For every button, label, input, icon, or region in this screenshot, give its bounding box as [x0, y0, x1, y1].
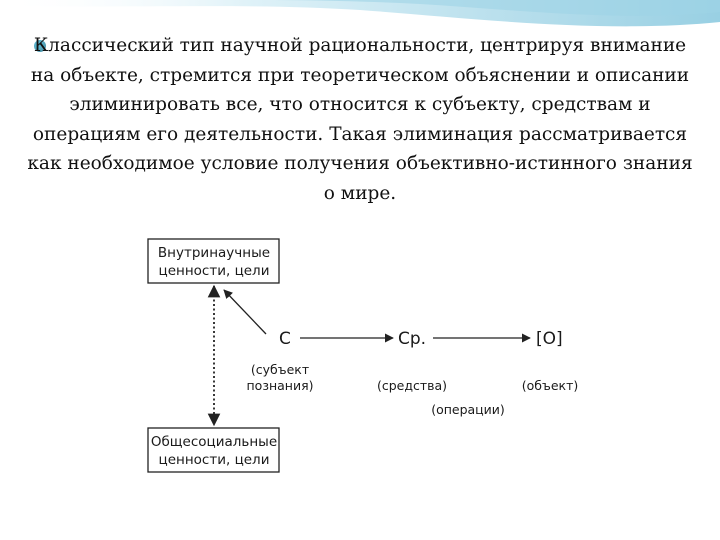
slide-text: Классический тип научной рациональности, центрируя внимание на объекте, стремится при теоретическом объяснении и описании элиминировать все, что относится к субъекту, средствам и операциям его деятельности. Такая элиминация рассматривается как необходимое условие получения объективно-истинного знания о мире. [27, 35, 693, 204]
label-subject-line2: познания) [246, 378, 314, 393]
box-bottom-line1: Общесоциальные [150, 434, 278, 450]
diagonal-arrow [224, 290, 266, 334]
node-subject: С [279, 329, 291, 349]
label-means: (средства) [376, 378, 448, 393]
label-operations: (операции) [431, 402, 505, 417]
rationality-diagram [128, 226, 588, 491]
node-object: [О] [536, 329, 563, 349]
box-top-line1: Внутринаучные [157, 245, 271, 261]
box-bottom-line2: ценности, цели [158, 452, 270, 468]
label-object: (объект) [521, 378, 579, 393]
node-means: Ср. [398, 329, 427, 349]
box-top-line2: ценности, цели [158, 263, 270, 279]
label-subject-line1: (субъект [250, 362, 310, 377]
